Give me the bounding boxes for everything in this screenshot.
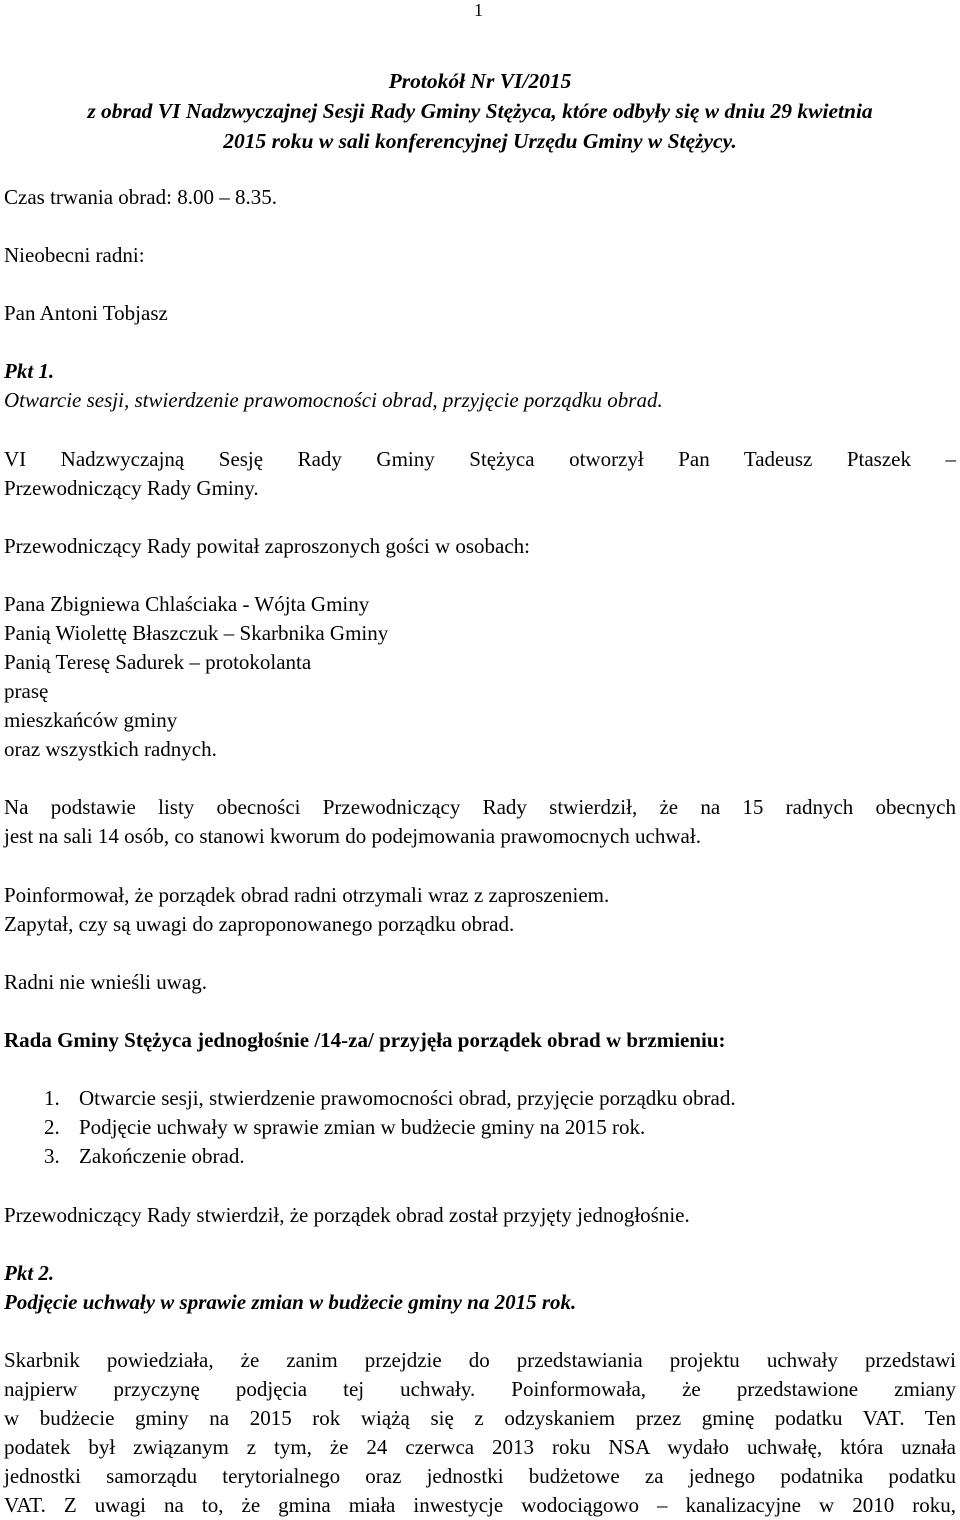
treasurer-paragraph (4, 1346, 956, 1520)
paragraph-line: w budżecie gminy na 2015 rok wiążą się z odzyskaniem przez gminę podatku VAT. Ten (4, 1406, 956, 1430)
session-duration: Czas trwania obrad: 8.00 – 8.35. (4, 185, 277, 209)
guest-item: mieszkańców gminy (4, 708, 178, 732)
title-line-2: z obrad VI Nadzwyczajnej Sesji Rady Gminy Stężyca, które odbyły się w dniu 29 kwietnia (87, 99, 873, 123)
title-line-1: Protokół Nr VI/2015 (388, 69, 572, 93)
agenda-list (44, 1084, 736, 1171)
opening-line-1: VI Nadzwyczajną Sesję Rady Gminy Stężyca otworzył Pan Tadeusz Ptaszek – (4, 447, 956, 471)
paragraph-line: jednostki samorządu terytorialnego oraz jednostki budżetowe za jednego podatnika podatku (4, 1464, 956, 1488)
absent-label: Nieobecni radni: (4, 243, 145, 267)
pkt1-label: Pkt 1. (4, 359, 55, 383)
asked-text: Zapytał, czy są uwagi do zaproponowanego porządku obrad. (4, 912, 515, 936)
quorum-line-1: Na podstawie listy obecności Przewodniczący Rady stwierdził, że na 15 radnych obecnych (4, 795, 956, 819)
resolution-heading: Rada Gminy Stężyca jednogłośnie /14-za/ przyjęła porządek obrad w brzmieniu: (4, 1028, 726, 1052)
agenda-text: Podjęcie uchwały w sprawie zmian w budżecie gminy na 2015 rok. (79, 1115, 646, 1139)
pkt1-title: Otwarcie sesji, stwierdzenie prawomocności obrad, przyjęcie porządku obrad. (4, 388, 663, 412)
guest-item: prasę (4, 679, 49, 703)
agenda-number: 1. (44, 1086, 60, 1110)
agenda-text: Otwarcie sesji, stwierdzenie prawomocności obrad, przyjęcie porządku obrad. (79, 1086, 736, 1110)
page-number: 1 (474, 0, 483, 20)
absent-name: Pan Antoni Tobjasz (4, 301, 168, 325)
guest-item: Panią Wiolettę Błaszczuk – Skarbnika Gminy (4, 621, 389, 645)
title-line-3: 2015 roku w sali konferencyjnej Urzędu Gminy w Stężycy. (223, 129, 737, 153)
agenda-item (44, 1113, 736, 1142)
informed-text: Poinformował, że porządek obrad radni otrzymali wraz z zaproszeniem. (4, 883, 610, 907)
pkt2-title: Podjęcie uchwały w sprawie zmian w budżecie gminy na 2015 rok. (4, 1290, 577, 1314)
guest-list (4, 590, 956, 764)
agenda-number: 3. (44, 1144, 60, 1168)
agenda-item (44, 1084, 736, 1113)
welcome-intro: Przewodniczący Rady powitał zaproszonych gości w osobach: (4, 534, 531, 558)
guest-item: Pana Zbigniewa Chlaściaka - Wójta Gminy (4, 592, 370, 616)
agenda-item (44, 1142, 736, 1171)
paragraph-line: Skarbnik powiedziała, że zanim przejdzie do przedstawiania projektu uchwały przedstawi (4, 1348, 956, 1372)
document-title (0, 66, 960, 156)
paragraph-line: najpierw przyczynę podjęcia tej uchwały. Poinformowała, że przedstawione zmiany (4, 1377, 956, 1401)
quorum-line-2: jest na sali 14 osób, co stanowi kworum do podejmowania prawomocnych uchwał. (4, 824, 701, 848)
opening-line-2: Przewodniczący Rady Gminy. (4, 476, 259, 500)
agenda-text: Zakończenie obrad. (79, 1144, 245, 1168)
paragraph-line: VAT. Z uwagi na to, że gmina miała inwestycje wodociągowo – kanalizacyjne w 2010 roku, (4, 1493, 956, 1517)
adopted-text: Przewodniczący Rady stwierdził, że porządek obrad został przyjęty jednogłośnie. (4, 1203, 690, 1227)
agenda-number: 2. (44, 1115, 60, 1139)
paragraph-line: podatek był związanym z tym, że 24 czerwca 2013 roku NSA wydało uchwałę, która uznała (4, 1435, 956, 1459)
guest-item: oraz wszystkich radnych. (4, 737, 217, 761)
pkt2-label: Pkt 2. (4, 1261, 55, 1285)
no-remarks-text: Radni nie wnieśli uwag. (4, 970, 207, 994)
guest-item: Panią Teresę Sadurek – protokolanta (4, 650, 312, 674)
